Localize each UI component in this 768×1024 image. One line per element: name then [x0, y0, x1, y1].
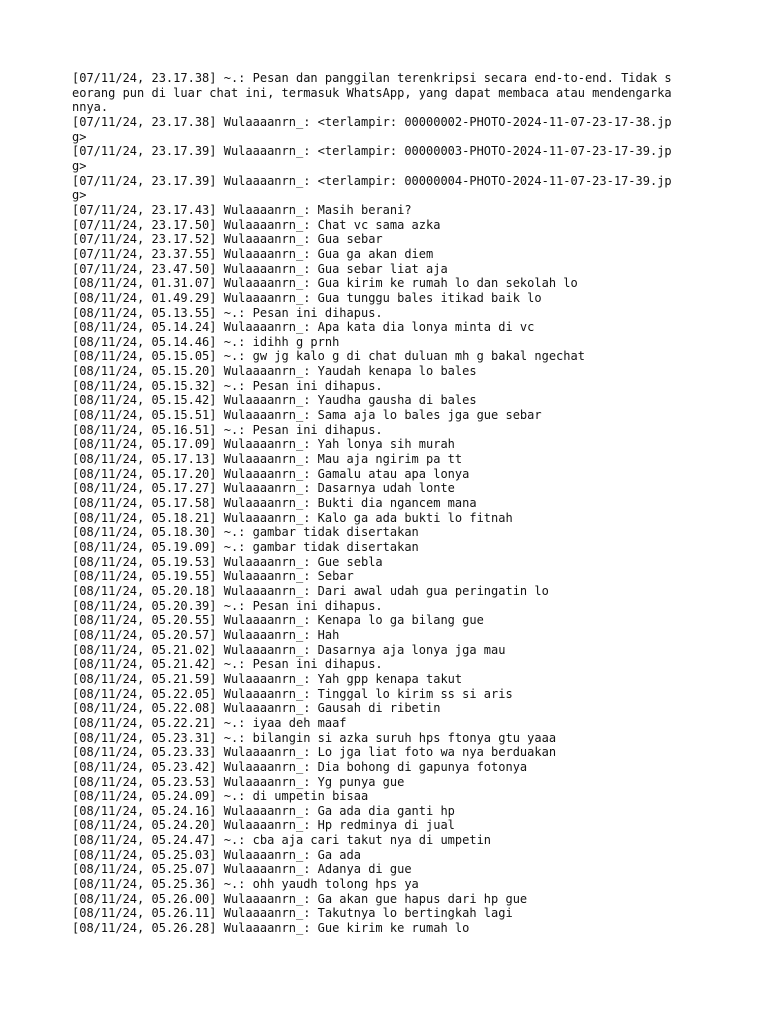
chat-line: [08/11/24, 05.20.18] Wulaaaanrn_: Dari awal udah gua peringatin lo	[72, 583, 549, 598]
chat-transcript	[72, 71, 672, 936]
chat-line: [08/11/24, 05.15.32] ~.: Pesan ini dihapus.	[72, 378, 383, 393]
chat-line: [07/11/24, 23.17.52] Wulaaaanrn_: Gua sebar	[72, 232, 383, 247]
chat-line: [08/11/24, 05.21.59] Wulaaaanrn_: Yah gpp kenapa takut	[72, 671, 463, 686]
chat-line: [08/11/24, 05.23.53] Wulaaaanrn_: Yg punya gue	[72, 774, 405, 789]
chat-line: [08/11/24, 05.24.47] ~.: cba aja cari takut nya di umpetin	[72, 833, 492, 848]
chat-line: [08/11/24, 05.23.42] Wulaaaanrn_: Dia bohong di gapunya fotonya	[72, 759, 528, 774]
chat-line: [08/11/24, 05.22.08] Wulaaaanrn_: Gausah di ribetin	[72, 701, 441, 716]
chat-line: [08/11/24, 05.14.24] Wulaaaanrn_: Apa kata dia lonya minta di vc	[72, 320, 535, 335]
chat-line: [08/11/24, 05.14.46] ~.: idihh g prnh	[72, 334, 340, 349]
chat-line: [08/11/24, 05.25.03] Wulaaaanrn_: Ga ada	[72, 847, 361, 862]
chat-line: [08/11/24, 05.17.09] Wulaaaanrn_: Yah lonya sih murah	[72, 437, 455, 452]
chat-line: [08/11/24, 05.22.05] Wulaaaanrn_: Tinggal lo kirim ss si aris	[72, 686, 513, 701]
chat-line: [08/11/24, 05.15.20] Wulaaaanrn_: Yaudah kenapa lo bales	[72, 364, 477, 379]
chat-line: [08/11/24, 05.18.30] ~.: gambar tidak disertakan	[72, 525, 419, 540]
chat-line: [08/11/24, 05.20.55] Wulaaaanrn_: Kenapa lo ga bilang gue	[72, 613, 484, 628]
chat-line: [08/11/24, 05.20.57] Wulaaaanrn_: Hah	[72, 627, 340, 642]
chat-line: [08/11/24, 05.23.33] Wulaaaanrn_: Lo jga liat foto wa nya berduakan	[72, 745, 557, 760]
chat-line: [08/11/24, 05.26.00] Wulaaaanrn_: Ga akan gue hapus dari hp gue	[72, 891, 528, 906]
chat-line: [07/11/24, 23.17.39] Wulaaaanrn_: <terlampir: 00000004-PHOTO-2024-11-07-23-17-39.jpg>	[72, 173, 672, 203]
chat-line: [08/11/24, 05.17.58] Wulaaaanrn_: Bukti dia ngancem mana	[72, 496, 477, 511]
chat-line: [07/11/24, 23.47.50] Wulaaaanrn_: Gua sebar liat aja	[72, 261, 448, 276]
chat-line: [08/11/24, 05.17.27] Wulaaaanrn_: Dasarnya udah lonte	[72, 481, 455, 496]
chat-line: [08/11/24, 05.21.42] ~.: Pesan ini dihapus.	[72, 657, 383, 672]
chat-line: [08/11/24, 05.24.20] Wulaaaanrn_: Hp redminya di jual	[72, 818, 455, 833]
chat-line: [08/11/24, 05.15.05] ~.: gw jg kalo g di chat duluan mh g bakal ngechat	[72, 349, 585, 364]
chat-line: [08/11/24, 05.25.07] Wulaaaanrn_: Adanya di gue	[72, 862, 412, 877]
chat-line: [08/11/24, 05.17.13] Wulaaaanrn_: Mau aja ngirim pa tt	[72, 452, 463, 467]
chat-line: [08/11/24, 05.22.21] ~.: iyaa deh maaf	[72, 715, 347, 730]
chat-line: [08/11/24, 05.19.09] ~.: gambar tidak disertakan	[72, 540, 419, 554]
chat-line: [08/11/24, 05.25.36] ~.: ohh yaudh tolong hps ya	[72, 877, 419, 892]
chat-line: [08/11/24, 05.24.16] Wulaaaanrn_: Ga ada dia ganti hp	[72, 803, 455, 818]
chat-line: [08/11/24, 05.16.51] ~.: Pesan ini dihapus.	[72, 422, 383, 437]
chat-line: [08/11/24, 05.20.39] ~.: Pesan ini dihapus.	[72, 598, 383, 613]
chat-line: [08/11/24, 05.19.55] Wulaaaanrn_: Sebar	[72, 569, 354, 584]
chat-line: [08/11/24, 01.49.29] Wulaaaanrn_: Gua tunggu bales itikad baik lo	[72, 290, 542, 305]
chat-line: [07/11/24, 23.17.50] Wulaaaanrn_: Chat vc sama azka	[72, 217, 441, 232]
chat-line: [08/11/24, 05.15.42] Wulaaaanrn_: Yaudha gausha di bales	[72, 393, 477, 408]
chat-line: [08/11/24, 05.24.09] ~.: di umpetin bisaa	[72, 789, 369, 804]
chat-line: [07/11/24, 23.17.38] Wulaaaanrn_: <terlampir: 00000002-PHOTO-2024-11-07-23-17-38.jpg>	[72, 114, 672, 144]
chat-line: [08/11/24, 05.23.31] ~.: bilangin si azka suruh hps ftonya gtu yaaa	[72, 730, 557, 745]
chat-line: [08/11/24, 01.31.07] Wulaaaanrn_: Gua kirim ke rumah lo dan sekolah lo	[72, 276, 578, 291]
chat-line: [07/11/24, 23.17.43] Wulaaaanrn_: Masih berani?	[72, 202, 412, 217]
chat-line: [08/11/24, 05.26.28] Wulaaaanrn_: Gue kirim ke rumah lo	[72, 921, 470, 936]
chat-line: [07/11/24, 23.17.39] Wulaaaanrn_: <terlampir: 00000003-PHOTO-2024-11-07-23-17-39.jpg>	[72, 144, 672, 173]
chat-line: [07/11/24, 23.17.38] ~.: Pesan dan panggilan terenkripsi secara end-to-end. Tidak seorang pun di luar chat ini, termasuk WhatsApp, yang dapat membaca atau mendengarkannya.	[72, 71, 672, 115]
chat-line: [08/11/24, 05.15.51] Wulaaaanrn_: Sama aja lo bales jga gue sebar	[72, 408, 542, 423]
chat-line: [08/11/24, 05.18.21] Wulaaaanrn_: Kalo ga ada bukti lo fitnah	[72, 510, 513, 525]
chat-line: [07/11/24, 23.37.55] Wulaaaanrn_: Gua ga akan diem	[72, 246, 434, 261]
chat-line: [08/11/24, 05.19.53] Wulaaaanrn_: Gue sebla	[72, 554, 383, 569]
chat-line: [08/11/24, 05.21.02] Wulaaaanrn_: Dasarnya aja lonya jga mau	[72, 642, 506, 657]
chat-line: [08/11/24, 05.26.11] Wulaaaanrn_: Takutnya lo bertingkah lagi	[72, 906, 513, 921]
chat-line: [08/11/24, 05.17.20] Wulaaaanrn_: Gamalu atau apa lonya	[72, 466, 470, 481]
chat-line: [08/11/24, 05.13.55] ~.: Pesan ini dihapus.	[72, 305, 383, 320]
